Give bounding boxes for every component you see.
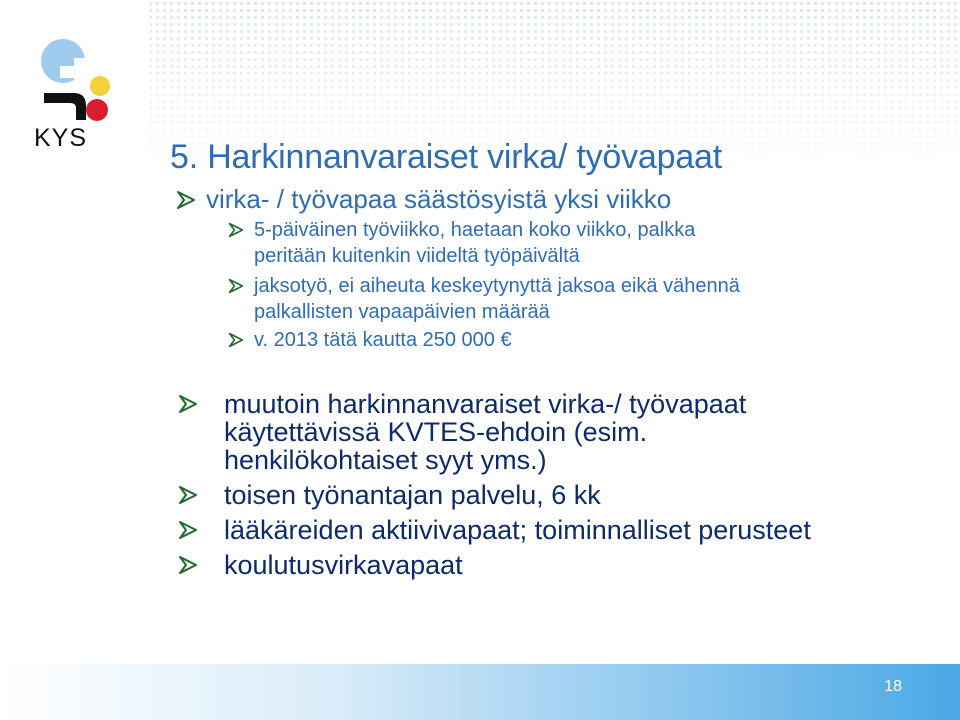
sub-bullet-text: v. 2013 tätä kautta 250 000 € — [254, 329, 512, 351]
footer-bar — [0, 664, 960, 720]
sub-bullet-text: jaksotyö, ei aiheuta keskeytynyttä jaksoa eikä vähennä palkallisten vapaapäivien määrää — [254, 275, 740, 323]
main-bullet-text: muutoin harkinnanvaraiset virka-/ työvapaat käytettävissä KVTES-ehdoin (esim. henkilökohtaiset syyt yms.) — [224, 389, 747, 475]
main-bullet-text: koulutusvirkavapaat — [224, 550, 463, 580]
page-number: 18 — [884, 678, 902, 695]
main-bullet — [178, 481, 601, 509]
arrow-bullet-icon — [176, 190, 196, 210]
sub-heading-bullet — [176, 183, 671, 215]
main-bullet — [178, 516, 811, 544]
main-bullet-text: lääkäreiden aktiivivapaat; toiminnalliset perusteet — [224, 515, 811, 545]
arrow-bullet-icon — [178, 555, 198, 575]
arrow-bullet-icon — [178, 394, 198, 414]
sub-bullet — [228, 327, 512, 353]
arrow-bullet-icon — [228, 278, 244, 294]
arrow-bullet-icon — [228, 222, 244, 238]
main-bullet — [178, 551, 463, 579]
arrow-bullet-icon — [178, 485, 198, 505]
main-bullet-text: toisen työnantajan palvelu, 6 kk — [224, 480, 601, 510]
logo-text: KYS — [34, 124, 88, 152]
slide-title: 5. Harkinnanvaraiset virka/ työvapaat — [170, 138, 722, 176]
sub-heading-text: virka- / työvapaa säästösyistä yksi viikko — [206, 184, 672, 214]
arrow-bullet-icon — [228, 332, 244, 348]
sub-bullet-text: 5-päiväinen työviikko, haetaan koko viikko, palkka peritään kuitenkin viideltä työpäivältä — [254, 219, 696, 267]
main-bullet — [178, 390, 746, 474]
arrow-bullet-icon — [178, 520, 198, 540]
sub-bullet — [228, 217, 695, 269]
sub-bullet — [228, 273, 740, 325]
